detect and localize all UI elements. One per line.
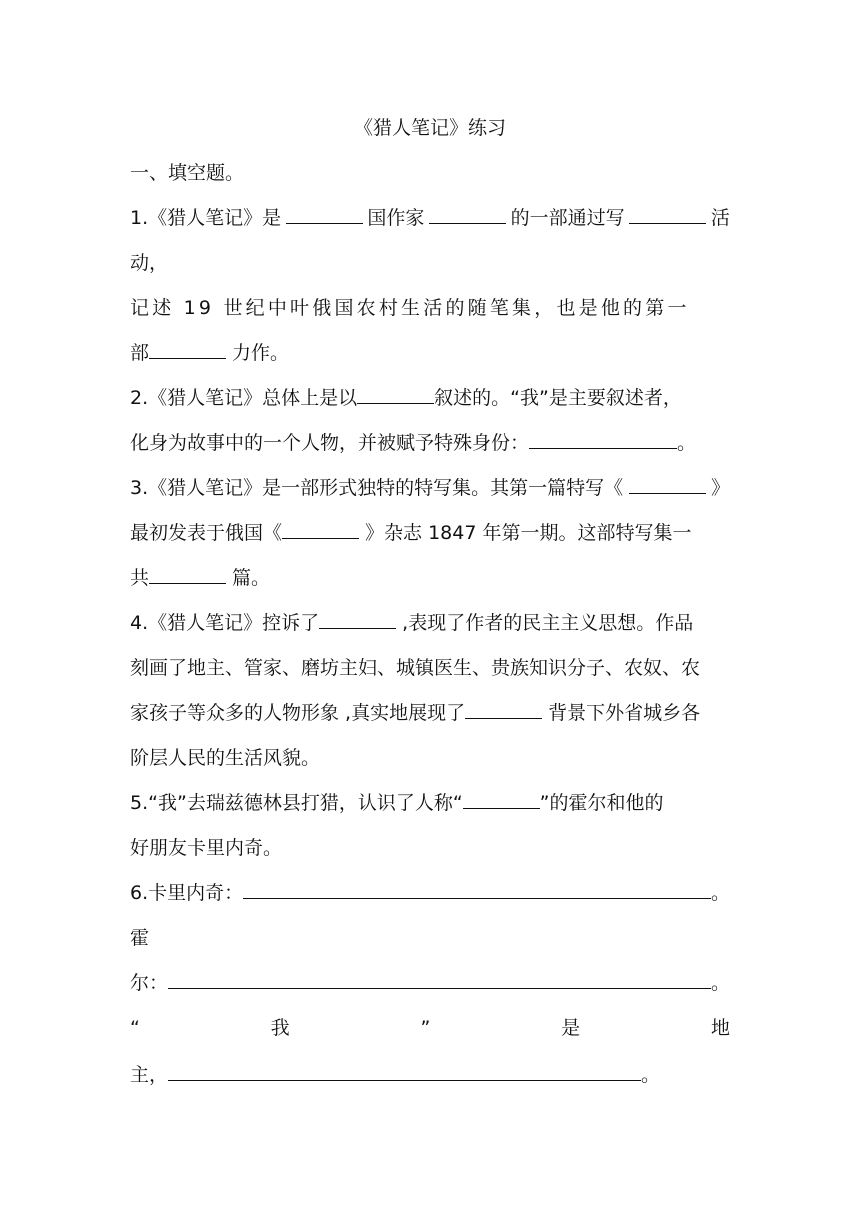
question-4-line-1 [130,610,730,636]
question-4-line-2: 刻画了地主、管家、磨坊主妇、城镇医生、贵族知识分子、农奴、农 [130,657,701,679]
q6-text: 主， [130,1064,169,1086]
q6-text: 地 [710,1017,730,1039]
q2-blank-identity [529,430,677,449]
q6-text: 是 [561,1017,581,1039]
q1-blank-country [286,205,363,224]
q6-text: 。 [710,972,730,994]
q2-text: 叙述的。“我”是主要叙述者， [434,387,682,409]
q6-text: “ [130,1017,140,1039]
question-2-line-1 [130,385,730,411]
q6-text: 。 [710,882,730,904]
q1-text: 的一部通过写 [510,207,625,229]
q4-blank-accusation [319,610,396,629]
q1-blank-author [429,205,506,224]
q1-text: 部 [130,342,150,364]
q4-text: 4.《猎人笔记》控诉了 [130,612,320,634]
q1-blank-work [149,340,226,359]
question-1-line-2: 动， [130,252,169,274]
section-heading: 一、填空题。 [130,162,245,184]
q3-text: 最初发表于俄国《 [130,522,283,544]
q6-text: 我 [270,1017,290,1039]
q6-text: 。 [641,1064,661,1086]
q3-text: 》杂志 1847 年第一期。这部特写集一 [359,522,692,544]
question-4-line-4: 阶层人民的生活风貌。 [130,747,321,769]
q4-blank-background [465,700,542,719]
q2-text: 化身为故事中的一个人物，并被赋予特殊身份： [130,432,530,454]
question-6-line-3 [130,970,730,996]
q1-blank-activity [629,205,706,224]
q1-text: 力作。 [226,342,290,364]
q3-text: 共 [130,567,150,589]
question-6-line-4 [130,1015,730,1041]
q6-blank-kalinich [243,880,711,899]
q1-text: 活 [710,207,730,229]
question-1-line-3: 记述 19 世纪中叶俄国农村生活的随笔集，也是他的第一 [130,297,690,319]
q2-text: 2.《猎人笔记》总体上是以 [130,387,358,409]
q1-text: 国作家 [367,207,425,229]
q5-text: 5.“我”去瑞兹德林县打猎，认识了人称“ [130,792,463,814]
q3-text: 3.《猎人笔记》是一部形式独特的特写集。其第一篇特写《 [130,477,624,499]
question-4-line-3 [130,700,730,726]
q6-text: 6.卡里内奇： [130,882,244,904]
q6-blank-khor [168,970,711,989]
q4-text: 背景下外省城乡各 [542,702,701,724]
q1-text: 1.《猎人笔记》是 [130,207,282,229]
q3-text: 篇。 [226,567,271,589]
q5-blank-nickname [463,790,540,809]
q6-text: ” [420,1017,431,1039]
question-1-line-1 [130,205,730,231]
q6-blank-landlord [168,1062,641,1081]
q2-blank-perspective [357,385,434,404]
q3-text: 》 [710,477,730,499]
q2-text: 。 [677,432,697,454]
q4-text: ,表现了作者的民主主义思想。作品 [396,612,694,634]
question-6-line-5 [130,1062,730,1088]
q5-text: ”的霍尔和他的 [539,792,664,814]
question-5-line-2: 好朋友卡里内奇。 [130,837,283,859]
question-3-line-3 [130,565,730,591]
question-5-line-1 [130,790,730,816]
q3-blank-first-piece [629,475,706,494]
q3-blank-magazine [282,520,359,539]
question-3-line-1 [130,475,730,501]
question-6-line-1 [130,880,730,906]
question-3-line-2 [130,520,730,546]
q4-text: 家孩子等众多的人物形象 ,真实地展现了 [130,702,466,724]
question-2-line-2 [130,430,730,456]
q6-text: 尔： [130,972,169,994]
page-title: 《猎人笔记》练习 [353,117,506,139]
q3-blank-count [149,565,226,584]
question-1-line-4 [130,340,730,366]
question-6-line-2: 霍 [130,927,150,949]
